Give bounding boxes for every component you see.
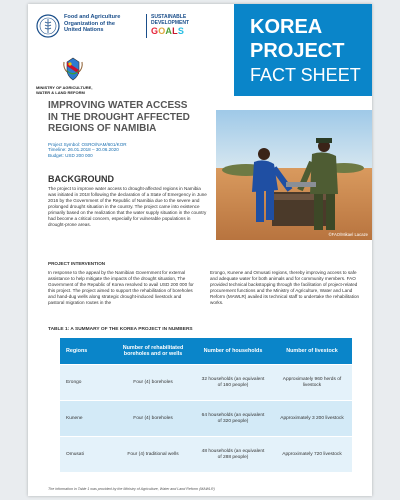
cell-boreholes: Four (4) traditional wells xyxy=(127,451,179,457)
header-households: Number of households xyxy=(203,347,263,354)
summary-table xyxy=(60,338,352,472)
cell-region: Erongo xyxy=(66,379,82,385)
cell-livestock: Approximately 960 herds of livestock xyxy=(282,376,342,388)
cell-region: Kunene xyxy=(66,415,83,421)
ministry-name xyxy=(36,86,126,96)
header-regions: Regions xyxy=(66,347,88,354)
cell-boreholes: Four (4) boreholes xyxy=(133,379,173,385)
cell-households: 64 households (an equivalent of 320 people) xyxy=(201,412,265,424)
intervention-text-col1: In response to the appeal by the Namibian Government for external assistance to help mitigate the impacts of the drought situation, The Government of the Republic of Korea resolved to avail USD 200 000 for this project. The project aimed to support the rehabilitation of boreholes and hand-dug wells along strategic drought-induced livestock and pastoral migration routes in the xyxy=(48,270,194,305)
sdg-line: SUSTAINABLE xyxy=(151,14,187,20)
logo-divider xyxy=(146,14,147,38)
article-title-line: IMPROVING WATER ACCESS xyxy=(48,100,188,111)
field-photo xyxy=(216,110,372,240)
sdg-letter: L xyxy=(172,26,178,36)
ministry-line: WATER & LAND REFORM xyxy=(36,89,85,95)
sdg-letter: O xyxy=(158,26,166,36)
title-line: KOREA xyxy=(250,16,323,38)
project-timeline: Timeline: 26.01.2018 – 30.06.2020 xyxy=(48,147,119,153)
sdg-goals-word xyxy=(151,26,211,36)
table-row xyxy=(60,436,352,472)
background-heading: BACKGROUND xyxy=(48,174,114,184)
fact-sheet-title-block xyxy=(234,4,372,96)
sdg-letter: G xyxy=(151,26,159,36)
table-header-row xyxy=(60,338,352,364)
photo-credit: ©FAO/Mikael Lacaze xyxy=(328,232,368,237)
intervention-text-col2: Erongo, Kunene and Omusati regions, thereby improving access to safe and adequate water for both animals and for community members. FAO provided technical backstopping through the facilitation of project-related procurement functions and the Ministry of Agriculture, Water and Land Reform (MAWLR) availed its technical staff to undertake the rehabilitation works. xyxy=(210,270,360,305)
fao-logo-icon xyxy=(36,14,60,38)
table-source-note: The information in Table 1 was provided by the Ministry of Agriculture, Water and Land Reform (MAWLR) xyxy=(48,487,215,491)
photo-illustration xyxy=(216,110,372,240)
article-title-line: REGIONS OF NAMIBIA xyxy=(48,123,157,134)
fact-sheet-page xyxy=(28,4,372,496)
intervention-heading: PROJECT INTERVENTION xyxy=(48,261,106,266)
background-text: The project to improve water access to drought-affected regions in Namibia was initiated in 2018 following the declaration of a State of Emergency in June 2016 by the Government of the Republic of Namibia due to the severe and prolonged drought situation in the country. The project came into existence primarily based on the realization that the water supply situation in the country had become a critical concern, especially for vulnerable populations in drought-prone areas. xyxy=(48,186,207,227)
fao-name-line: Organization of the xyxy=(64,20,115,27)
project-meta xyxy=(48,142,228,158)
sdg-logo xyxy=(151,14,211,36)
ministry-line: MINISTRY OF AGRICULTURE, xyxy=(36,85,93,90)
table-heading: TABLE 1: A SUMMARY OF THE KOREA PROJECT IN NUMBERS xyxy=(48,327,193,332)
namibia-crest-icon xyxy=(62,56,84,82)
table-row xyxy=(60,400,352,436)
article-title xyxy=(48,100,228,135)
cell-households: 48 households (an equivalent of 288 people) xyxy=(201,448,265,460)
table-row xyxy=(60,364,352,400)
cell-livestock: Approximately 3 200 livestock xyxy=(280,415,344,421)
sdg-letter: A xyxy=(165,26,173,36)
project-symbol: Project Symbol: OSRO/NAM/601/KOR xyxy=(48,142,127,147)
fao-name xyxy=(64,14,142,34)
header-livestock: Number of livestock xyxy=(286,347,338,354)
article-title-line: IN THE DROUGHT AFFECTED xyxy=(48,111,190,123)
title-line: PROJECT xyxy=(250,40,345,62)
sdg-line: DEVELOPMENT xyxy=(151,20,190,26)
fao-name-line: United Nations xyxy=(64,27,104,34)
cell-livestock: Approximately 720 livestock xyxy=(282,451,342,457)
logo-bar xyxy=(36,12,232,52)
project-budget: Budget: USD 200 000 xyxy=(48,152,93,158)
cell-households: 32 households (an equivalent of 160 people) xyxy=(201,376,265,388)
fao-name-line: Food and Agriculture xyxy=(64,14,121,20)
sdg-letter: S xyxy=(177,26,185,36)
cell-boreholes: Four (4) boreholes xyxy=(133,415,173,421)
cell-region: Omusati xyxy=(66,451,84,457)
header-boreholes: Number of rehabilitated boreholes and or wells xyxy=(122,344,184,357)
title-line: FACT SHEET xyxy=(250,65,361,85)
